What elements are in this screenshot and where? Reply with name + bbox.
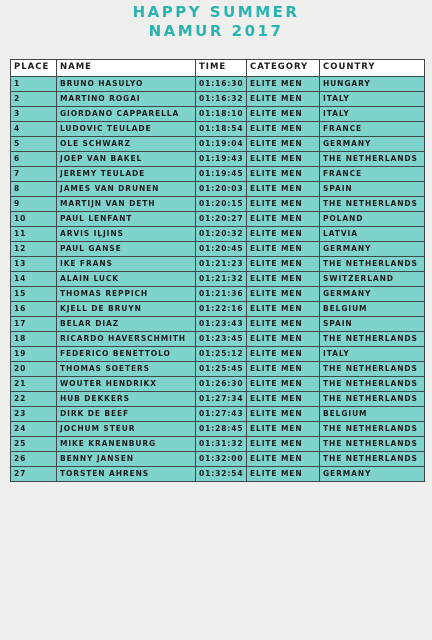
table-row xyxy=(11,77,425,92)
cell-time: 01:20:03 xyxy=(196,182,247,197)
cell-time: 01:20:27 xyxy=(196,212,247,227)
table-row xyxy=(11,137,425,152)
cell-place: 25 xyxy=(11,437,57,452)
table-row xyxy=(11,377,425,392)
cell-time: 01:19:04 xyxy=(196,137,247,152)
table-row xyxy=(11,317,425,332)
cell-category: ELITE MEN xyxy=(247,332,320,347)
cell-name: JAMES VAN DRUNEN xyxy=(57,182,196,197)
cell-country: FRANCE xyxy=(320,122,425,137)
cell-place: 26 xyxy=(11,452,57,467)
cell-country: HUNGARY xyxy=(320,77,425,92)
cell-category: ELITE MEN xyxy=(247,302,320,317)
cell-category: ELITE MEN xyxy=(247,242,320,257)
cell-country: THE NETHERLANDS xyxy=(320,197,425,212)
cell-category: ELITE MEN xyxy=(247,422,320,437)
cell-country: THE NETHERLANDS xyxy=(320,422,425,437)
cell-country: THE NETHERLANDS xyxy=(320,392,425,407)
cell-place: 15 xyxy=(11,287,57,302)
table-row xyxy=(11,167,425,182)
cell-name: BENNY JANSEN xyxy=(57,452,196,467)
cell-place: 17 xyxy=(11,317,57,332)
cell-place: 6 xyxy=(11,152,57,167)
cell-country: THE NETHERLANDS xyxy=(320,452,425,467)
table-row xyxy=(11,242,425,257)
cell-place: 19 xyxy=(11,347,57,362)
cell-country: THE NETHERLANDS xyxy=(320,257,425,272)
cell-time: 01:26:30 xyxy=(196,377,247,392)
page-title xyxy=(0,0,432,56)
table-row xyxy=(11,407,425,422)
cell-name: FEDERICO BENETTOLO xyxy=(57,347,196,362)
table-header xyxy=(11,60,425,77)
cell-country: THE NETHERLANDS xyxy=(320,332,425,347)
cell-place: 21 xyxy=(11,377,57,392)
cell-name: THOMAS SOETERS xyxy=(57,362,196,377)
cell-name: MARTIJN VAN DETH xyxy=(57,197,196,212)
cell-category: ELITE MEN xyxy=(247,77,320,92)
cell-country: GERMANY xyxy=(320,137,425,152)
cell-time: 01:27:34 xyxy=(196,392,247,407)
cell-place: 2 xyxy=(11,92,57,107)
cell-country: ITALY xyxy=(320,92,425,107)
cell-place: 1 xyxy=(11,77,57,92)
cell-name: LUDOVIC TEULADE xyxy=(57,122,196,137)
cell-country: ITALY xyxy=(320,347,425,362)
cell-place: 5 xyxy=(11,137,57,152)
cell-category: ELITE MEN xyxy=(247,182,320,197)
cell-place: 23 xyxy=(11,407,57,422)
cell-place: 27 xyxy=(11,467,57,482)
cell-time: 01:19:43 xyxy=(196,152,247,167)
cell-name: JOCHUM STEUR xyxy=(57,422,196,437)
title-line-1: HAPPY SUMMER xyxy=(132,3,300,21)
header-row xyxy=(11,60,425,77)
cell-country: BELGIUM xyxy=(320,407,425,422)
cell-name: JOEP VAN BAKEL xyxy=(57,152,196,167)
cell-name: ARVIS IĻJINS xyxy=(57,227,196,242)
cell-country: THE NETHERLANDS xyxy=(320,152,425,167)
table-row xyxy=(11,392,425,407)
cell-time: 01:25:12 xyxy=(196,347,247,362)
table-row xyxy=(11,437,425,452)
cell-country: SWITZERLAND xyxy=(320,272,425,287)
cell-name: MIKE KRANENBURG xyxy=(57,437,196,452)
cell-place: 13 xyxy=(11,257,57,272)
cell-name: RICARDO HAVERSCHMITH xyxy=(57,332,196,347)
cell-name: PAUL GANSE xyxy=(57,242,196,257)
cell-category: ELITE MEN xyxy=(247,212,320,227)
cell-name: WOUTER HENDRIKX xyxy=(57,377,196,392)
cell-country: BELGIUM xyxy=(320,302,425,317)
cell-name: DIRK DE BEEF xyxy=(57,407,196,422)
cell-category: ELITE MEN xyxy=(247,287,320,302)
cell-place: 8 xyxy=(11,182,57,197)
cell-time: 01:22:16 xyxy=(196,302,247,317)
cell-place: 10 xyxy=(11,212,57,227)
table-row xyxy=(11,272,425,287)
cell-country: FRANCE xyxy=(320,167,425,182)
cell-name: JEREMY TEULADE xyxy=(57,167,196,182)
cell-category: ELITE MEN xyxy=(247,272,320,287)
cell-category: ELITE MEN xyxy=(247,317,320,332)
cell-country: GERMANY xyxy=(320,242,425,257)
header-place: PLACE xyxy=(11,60,57,77)
cell-place: 18 xyxy=(11,332,57,347)
cell-category: ELITE MEN xyxy=(247,407,320,422)
cell-time: 01:20:15 xyxy=(196,197,247,212)
cell-name: KJELL DE BRUYN xyxy=(57,302,196,317)
cell-country: THE NETHERLANDS xyxy=(320,377,425,392)
cell-country: GERMANY xyxy=(320,287,425,302)
table-row xyxy=(11,182,425,197)
cell-name: BRUNO HASULYO xyxy=(57,77,196,92)
cell-name: TORSTEN AHRENS xyxy=(57,467,196,482)
cell-country: THE NETHERLANDS xyxy=(320,362,425,377)
table-row xyxy=(11,422,425,437)
cell-time: 01:23:43 xyxy=(196,317,247,332)
header-name: NAME xyxy=(57,60,196,77)
table-row xyxy=(11,92,425,107)
table-row xyxy=(11,302,425,317)
cell-time: 01:31:32 xyxy=(196,437,247,452)
cell-category: ELITE MEN xyxy=(247,362,320,377)
cell-time: 01:16:32 xyxy=(196,92,247,107)
cell-category: ELITE MEN xyxy=(247,197,320,212)
cell-time: 01:16:30 xyxy=(196,77,247,92)
cell-category: ELITE MEN xyxy=(247,152,320,167)
cell-country: ITALY xyxy=(320,107,425,122)
table-body xyxy=(11,77,425,482)
table-row xyxy=(11,197,425,212)
cell-name: MARTINO ROGAI xyxy=(57,92,196,107)
cell-place: 14 xyxy=(11,272,57,287)
table-row xyxy=(11,452,425,467)
cell-country: GERMANY xyxy=(320,467,425,482)
cell-category: ELITE MEN xyxy=(247,92,320,107)
cell-place: 7 xyxy=(11,167,57,182)
cell-name: IKE FRANS xyxy=(57,257,196,272)
header-country: COUNTRY xyxy=(320,60,425,77)
cell-time: 01:20:32 xyxy=(196,227,247,242)
table-row xyxy=(11,122,425,137)
cell-category: ELITE MEN xyxy=(247,347,320,362)
cell-category: ELITE MEN xyxy=(247,227,320,242)
title-line-2: NAMUR 2017 xyxy=(148,22,284,40)
cell-category: ELITE MEN xyxy=(247,167,320,182)
cell-place: 12 xyxy=(11,242,57,257)
table-row xyxy=(11,332,425,347)
header-category: CATEGORY xyxy=(247,60,320,77)
table-row xyxy=(11,212,425,227)
cell-time: 01:20:45 xyxy=(196,242,247,257)
table-row xyxy=(11,347,425,362)
cell-time: 01:18:54 xyxy=(196,122,247,137)
cell-country: SPAIN xyxy=(320,182,425,197)
table-row xyxy=(11,107,425,122)
cell-name: BELAR DIAZ xyxy=(57,317,196,332)
cell-place: 9 xyxy=(11,197,57,212)
table-row xyxy=(11,257,425,272)
cell-country: POLAND xyxy=(320,212,425,227)
cell-time: 01:23:45 xyxy=(196,332,247,347)
cell-place: 4 xyxy=(11,122,57,137)
cell-place: 3 xyxy=(11,107,57,122)
cell-time: 01:21:32 xyxy=(196,272,247,287)
cell-place: 16 xyxy=(11,302,57,317)
cell-category: ELITE MEN xyxy=(247,107,320,122)
cell-time: 01:32:00 xyxy=(196,452,247,467)
cell-category: ELITE MEN xyxy=(247,392,320,407)
cell-category: ELITE MEN xyxy=(247,437,320,452)
cell-name: GIORDANO CAPPARELLA xyxy=(57,107,196,122)
results-table xyxy=(10,59,425,482)
cell-time: 01:25:45 xyxy=(196,362,247,377)
cell-place: 24 xyxy=(11,422,57,437)
cell-category: ELITE MEN xyxy=(247,122,320,137)
cell-category: ELITE MEN xyxy=(247,467,320,482)
header-time: TIME xyxy=(196,60,247,77)
table-row xyxy=(11,287,425,302)
table-row xyxy=(11,152,425,167)
table-row xyxy=(11,467,425,482)
cell-time: 01:18:10 xyxy=(196,107,247,122)
cell-time: 01:21:36 xyxy=(196,287,247,302)
cell-place: 22 xyxy=(11,392,57,407)
cell-place: 11 xyxy=(11,227,57,242)
cell-country: SPAIN xyxy=(320,317,425,332)
cell-name: OLE SCHWARZ xyxy=(57,137,196,152)
cell-place: 20 xyxy=(11,362,57,377)
cell-category: ELITE MEN xyxy=(247,137,320,152)
cell-name: PAUL LENFANT xyxy=(57,212,196,227)
cell-country: LATVIA xyxy=(320,227,425,242)
cell-category: ELITE MEN xyxy=(247,257,320,272)
cell-time: 01:21:23 xyxy=(196,257,247,272)
cell-country: THE NETHERLANDS xyxy=(320,437,425,452)
cell-name: THOMAS REPPICH xyxy=(57,287,196,302)
cell-time: 01:27:43 xyxy=(196,407,247,422)
cell-name: HUB DEKKERS xyxy=(57,392,196,407)
cell-time: 01:28:45 xyxy=(196,422,247,437)
table-row xyxy=(11,362,425,377)
cell-category: ELITE MEN xyxy=(247,377,320,392)
table-row xyxy=(11,227,425,242)
cell-time: 01:32:54 xyxy=(196,467,247,482)
cell-time: 01:19:45 xyxy=(196,167,247,182)
cell-category: ELITE MEN xyxy=(247,452,320,467)
cell-name: ALAIN LUCK xyxy=(57,272,196,287)
